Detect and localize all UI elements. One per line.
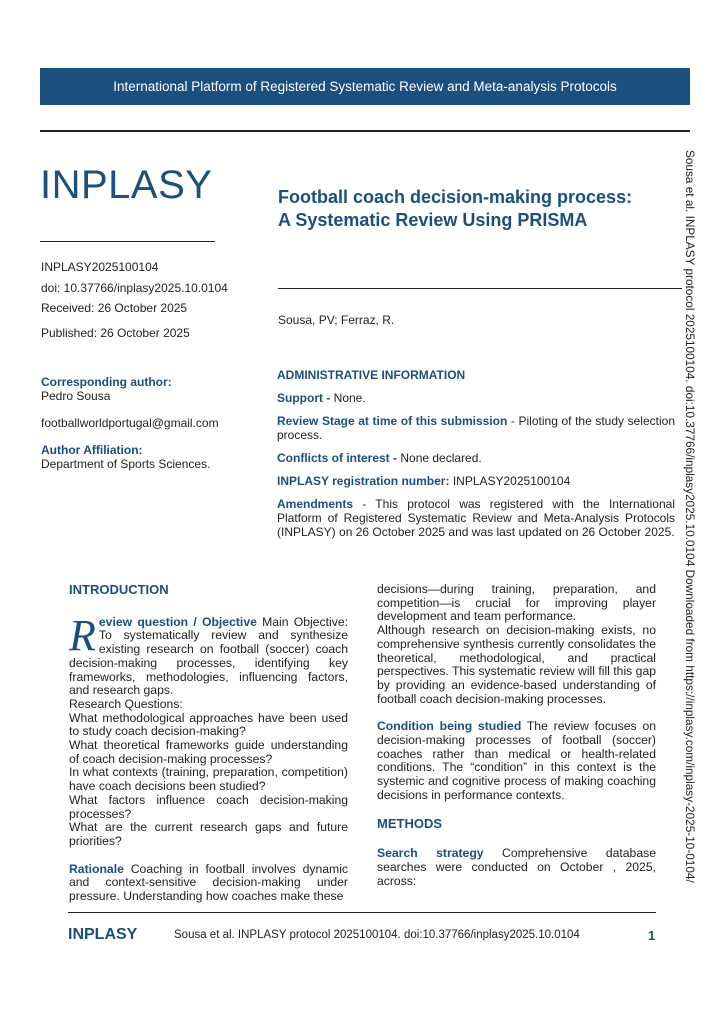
footer-logo: INPLASY — [68, 926, 138, 943]
stage-value: - Piloting of the study selection process. — [277, 414, 675, 442]
review-question-paragraph — [69, 610, 348, 698]
registration-label: INPLASY registration number: — [277, 474, 450, 488]
admin-info — [277, 368, 675, 539]
amendments-row — [277, 497, 675, 539]
drop-cap: R — [69, 610, 96, 660]
support-value: None. — [330, 391, 366, 405]
rationale-label: Rationale — [69, 861, 124, 876]
rationale-continued-2: Although research on decision-making exists, no comprehensive synthesis currently consolidates the theoretical, methodological, and practical perspectives. This systematic review will fill this gap by providing an evidence-based understanding of football coach decision-making processes. — [377, 623, 656, 706]
review-question-text: Main Objective: To systematically review and synthesize existing research on football (soccer) coach decision-making processes, identifying key frameworks, methodologies, influencing factors, and research gaps. — [69, 614, 348, 698]
support-row — [277, 391, 675, 405]
title-divider — [278, 288, 682, 289]
affiliation-value: Department of Sports Sciences. — [41, 457, 211, 471]
article-title — [278, 186, 678, 232]
authors: Sousa, PV; Ferraz, R. — [278, 313, 395, 327]
registration-value: INPLASY2025100104 — [449, 474, 571, 488]
title-line-2: A Systematic Review Using PRISMA — [278, 210, 588, 230]
review-question-label: eview question / Objective — [98, 614, 257, 629]
research-question-5: What are the current research gaps and future priorities? — [69, 820, 348, 848]
footer-citation: Sousa et al. INPLASY protocol 2025100104. doi:10.37766/inplasy2025.10.0104 — [174, 929, 580, 941]
amendments-value: - This protocol was registered with the International Platform of Registered Systematic Review and Meta-Analysis Protocols (INPLASY) on 26 October 2025 and was last updated on 26 October 2025. — [277, 497, 675, 539]
title-line-1: Football coach decision-making process: — [278, 187, 633, 207]
introduction-heading: INTRODUCTION — [69, 582, 169, 597]
conflicts-row — [277, 451, 675, 465]
search-strategy-text: Comprehensive database searches were conducted on October , 2025, across: — [377, 846, 656, 888]
doi-link[interactable]: doi: 10.37766/inplasy2025.10.0104 — [41, 281, 228, 295]
corresponding-name: Pedro Sousa — [41, 389, 111, 403]
published-date: Published: 26 October 2025 — [41, 326, 190, 340]
research-question-1: What methodological approaches have been used to study coach decision-making? — [69, 710, 348, 739]
condition-label: Condition being studied — [377, 719, 522, 734]
methods-heading: METHODS — [377, 815, 442, 831]
footer-rule — [68, 912, 656, 913]
affiliation-label: Author Affiliation: — [41, 443, 143, 457]
received-date: Received: 26 October 2025 — [41, 301, 188, 315]
corresponding-label: Corresponding author: — [41, 375, 172, 389]
registration-row — [277, 474, 675, 488]
search-strategy-label: Search strategy — [377, 846, 484, 861]
corresponding-author — [41, 375, 261, 471]
research-questions-heading: Research Questions: — [69, 696, 183, 711]
conflicts-label: Conflicts of interest - — [277, 451, 398, 465]
header-banner — [40, 68, 690, 105]
research-question-2: What theoretical frameworks guide understanding of coach decision-making processes? — [69, 738, 348, 766]
search-strategy-paragraph — [377, 847, 656, 888]
header-rule — [40, 130, 690, 132]
corresponding-email[interactable]: footballworldportugal@gmail.com — [41, 416, 219, 430]
protocol-id: INPLASY2025100104 — [41, 260, 159, 274]
amendments-label: Amendments — [277, 497, 354, 511]
conflicts-value: None declared. — [397, 451, 482, 465]
admin-heading: ADMINISTRATIVE INFORMATION — [277, 368, 466, 382]
support-label: Support - — [277, 391, 331, 405]
side-citation[interactable]: Sousa et al. INPLASY protocol 2025100104. doi:10.37766/inplasy2025.10.0104 Downloaded from https://inplasy.com/inplasy-2025-10-0104/ — [683, 150, 697, 883]
inplasy-logo: INPLASY — [40, 163, 213, 207]
research-question-3: In what contexts (training, preparation, competition) have coach decisions been studied? — [69, 765, 348, 794]
logo-divider — [40, 241, 215, 242]
stage-row — [277, 414, 675, 442]
rationale-text: Coaching in football involves dynamic and context-sensitive decision-making under pressure. Understanding how coaches make these — [69, 861, 348, 904]
condition-text: The review focuses on decision-making processes of football (soccer) coaches rather than medical or health-related conditions. The “condition” in this context is the systemic and cognitive process of making coaching decisions in performance contexts. — [377, 719, 656, 802]
stage-label: Review Stage at time of this submission — [277, 414, 508, 428]
rationale-continued: decisions—during training, preparation, and competition—is crucial for improving player development and team performance. — [377, 582, 656, 624]
introduction-column — [69, 583, 348, 904]
page-number: 1 — [648, 928, 656, 943]
right-column — [377, 583, 656, 888]
research-question-4: What factors influence coach decision-making processes? — [69, 792, 348, 821]
rationale-paragraph — [69, 863, 348, 904]
condition-paragraph — [377, 720, 656, 802]
banner-text: International Platform of Registered Systematic Review and Meta-analysis Protocols — [113, 79, 617, 94]
